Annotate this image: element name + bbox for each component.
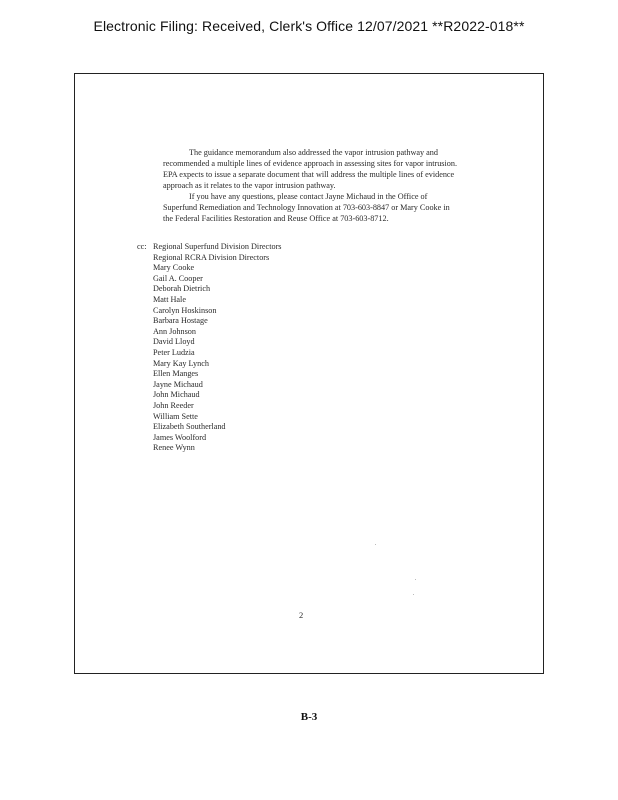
cc-label: cc: bbox=[137, 242, 147, 251]
memo-line: The guidance memorandum also addressed the vapor intrusion pathway and bbox=[189, 148, 438, 157]
cc-recipient: Carolyn Hoskinson bbox=[153, 305, 217, 315]
cc-recipient: William Sette bbox=[153, 411, 198, 421]
memo-line: Superfund Remediation and Technology Innovation at 703-603-8847 or Mary Cooke in bbox=[163, 203, 450, 212]
cc-recipient: Renee Wynn bbox=[153, 443, 195, 453]
cc-recipient: John Reeder bbox=[153, 400, 194, 410]
cc-recipient: Regional Superfund Division Directors bbox=[153, 242, 282, 251]
cc-recipient: Deborah Dietrich bbox=[153, 284, 211, 294]
memo-line: recommended a multiple lines of evidence approach in assessing sites for vapor intrusion. bbox=[163, 159, 457, 168]
cc-recipient: John Michaud bbox=[153, 390, 200, 400]
cc-recipient: Elizabeth Southerland bbox=[153, 422, 226, 432]
scan-speck bbox=[413, 594, 414, 595]
cc-recipient: James Woolford bbox=[153, 432, 207, 442]
cc-recipient: Jayne Michaud bbox=[153, 379, 203, 389]
cc-recipient: Gail A. Cooper bbox=[153, 273, 203, 283]
memo-line: approach as it relates to the vapor intrusion pathway. bbox=[163, 181, 336, 190]
page-number: 2 bbox=[299, 610, 304, 620]
cc-recipient: Matt Hale bbox=[153, 294, 186, 304]
cc-recipient: Barbara Hostage bbox=[153, 316, 208, 326]
cc-recipient: Ellen Manges bbox=[153, 369, 199, 379]
cc-recipient: David Lloyd bbox=[153, 337, 195, 347]
memo-body bbox=[137, 147, 477, 224]
memo-paragraph-vapor-intrusion bbox=[137, 147, 477, 191]
scan-speck bbox=[415, 579, 416, 580]
cc-recipient: Ann Johnson bbox=[153, 326, 196, 336]
memo-line: If you have any questions, please contact Jayne Michaud in the Office of bbox=[189, 192, 428, 201]
scan-speck bbox=[375, 544, 376, 545]
memo-line: the Federal Facilities Restoration and Reuse Office at 703-603-8712. bbox=[163, 214, 389, 223]
memo-line: EPA expects to issue a separate document that will address the multiple lines of evidence bbox=[163, 170, 455, 179]
cc-recipient: Mary Kay Lynch bbox=[153, 358, 209, 368]
cc-list bbox=[137, 242, 281, 454]
scanned-page-frame bbox=[74, 73, 544, 674]
filing-stamp: Electronic Filing: Received, Clerk's Office 12/07/2021 **R2022-018** bbox=[93, 18, 525, 34]
cc-recipient: Mary Cooke bbox=[153, 263, 195, 273]
cc-recipient-list bbox=[153, 242, 281, 454]
exhibit-label: B-3 bbox=[300, 711, 318, 723]
cc-recipient: Regional RCRA Division Directors bbox=[153, 252, 270, 262]
memo-paragraph-contacts bbox=[137, 191, 477, 224]
cc-recipient: Peter Ludzia bbox=[153, 347, 195, 357]
